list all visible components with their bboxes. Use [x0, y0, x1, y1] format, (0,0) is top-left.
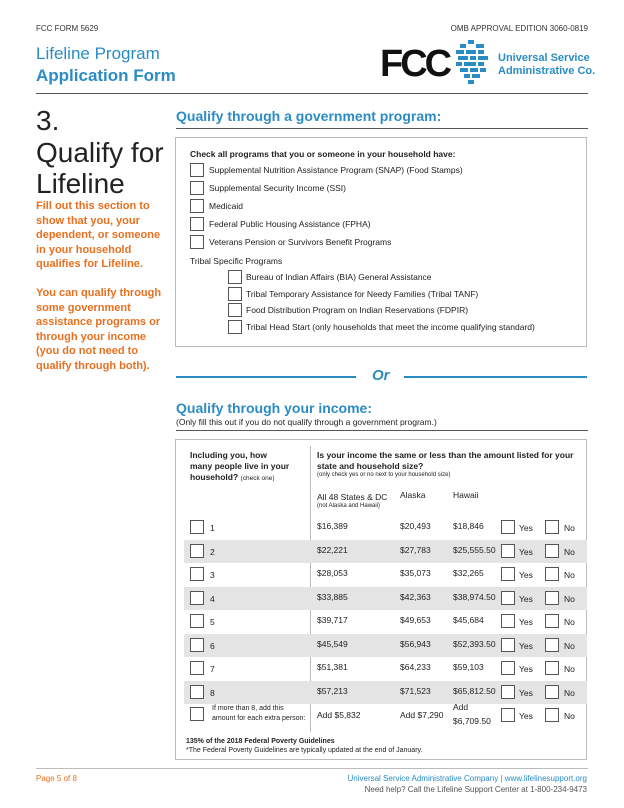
income-no-label: No [564, 546, 575, 557]
footer-org: Universal Service Administrative Company | www.lifelinesupport.org [347, 774, 587, 783]
or-label: Or [372, 367, 390, 384]
income-no-label: No [564, 523, 575, 533]
gov-program-label: Veterans Pension or Survivors Benefit Programs [209, 237, 392, 247]
form-title-line1: Lifeline Program [36, 44, 160, 63]
income-yes-checkbox[interactable] [501, 638, 515, 652]
income-hawaii: $18,846 [453, 521, 484, 531]
income-yes-label: Yes [519, 570, 533, 580]
income-no-label: No [564, 617, 575, 627]
usac-name-line1: Universal Service [498, 52, 590, 64]
tribal-program-label: Tribal Temporary Assistance for Needy Families (Tribal TANF) [246, 288, 479, 299]
household-question-hint: (check one) [240, 475, 275, 482]
household-size-checkbox[interactable] [190, 661, 204, 675]
fcc-logo-text: FCC [380, 43, 450, 85]
extra-person-checkbox[interactable] [190, 707, 204, 721]
or-line-right [404, 376, 587, 378]
col-header-48-states: All 48 States & DC [317, 492, 388, 502]
tribal-program-checkbox[interactable] [228, 303, 242, 317]
household-size-label: 8 [210, 687, 215, 698]
income-hawaii: $25,555.50 [453, 544, 496, 555]
household-size-checkbox[interactable] [190, 685, 204, 699]
income-hawaii: $45,684 [453, 615, 484, 625]
tribal-program-checkbox[interactable] [228, 320, 242, 334]
household-size-label: 2 [210, 546, 215, 557]
gov-program-label: Federal Public Housing Assistance (FPHA) [209, 219, 371, 229]
extra-no-label: No [564, 711, 575, 721]
income-heading-rule [176, 430, 588, 431]
footer-help: Need help? Call the Lifeline Support Center at 1-800-234-9473 [364, 785, 587, 794]
gov-program-label: Supplemental Security Income (SSI) [209, 183, 347, 193]
income-question-line1: Is your income the same or less than the amount listed for your [317, 450, 574, 460]
form-title-line2: Application Form [36, 66, 176, 85]
gov-heading: Qualify through a government program: [176, 108, 442, 124]
tribal-program-checkbox[interactable] [228, 270, 242, 284]
income-no-label: No [564, 664, 575, 674]
income-hawaii: $38,974.50 [453, 591, 496, 602]
income-heading: Qualify through your income: [176, 400, 373, 416]
income-48-states: $39,717 [317, 615, 348, 625]
income-yes-label: Yes [519, 687, 533, 698]
income-hawaii: $32,265 [453, 568, 484, 578]
tribal-program-checkbox[interactable] [228, 287, 242, 301]
income-yes-checkbox[interactable] [501, 567, 515, 581]
income-no-checkbox[interactable] [545, 661, 559, 675]
income-alaska: $35,073 [400, 568, 431, 578]
tribal-program-label: Tribal Head Start (only households that meet the income qualifying standard) [246, 321, 535, 332]
income-no-checkbox[interactable] [545, 685, 559, 699]
household-question-line3-text: household? [190, 472, 239, 482]
household-size-checkbox[interactable] [190, 520, 204, 534]
income-no-checkbox[interactable] [545, 567, 559, 581]
tribal-program-label: Food Distribution Program on Indian Reservations (FDPIR) [246, 305, 469, 315]
income-yes-label: Yes [519, 640, 533, 651]
header-divider [36, 93, 588, 94]
income-48-states: $28,053 [317, 568, 348, 578]
income-hawaii: $65,812.50 [453, 685, 496, 696]
household-question-line3 [190, 472, 275, 482]
extra-alaska: Add $7,290 [400, 710, 444, 720]
usac-name [498, 52, 595, 78]
extra-person-label-line1: If more than 8, add this [212, 705, 284, 712]
tribal-program-label: Bureau of Indian Affairs (BIA) General Assistance [246, 272, 432, 282]
income-alaska: $71,523 [400, 685, 431, 696]
income-yes-checkbox[interactable] [501, 520, 515, 534]
household-size-label: 1 [210, 523, 215, 533]
household-question-line2: many people live in your [190, 461, 290, 471]
gov-heading-rule [176, 128, 588, 129]
col-header-hawaii: Hawaii [453, 490, 479, 500]
income-yes-label: Yes [519, 617, 533, 627]
extra-yes-label: Yes [519, 711, 533, 721]
income-no-checkbox[interactable] [545, 520, 559, 534]
income-no-label: No [564, 593, 575, 604]
income-no-label: No [564, 570, 575, 580]
col-header-alaska: Alaska [400, 490, 426, 500]
extra-person-label-line2: amount for each extra person: [212, 715, 306, 722]
form-id: FCC FORM 5629 [36, 24, 99, 33]
income-alaska: $42,363 [400, 591, 431, 602]
income-hawaii: $52,393.50 [453, 638, 496, 649]
extra-48-states: Add $5,832 [317, 710, 361, 720]
household-size-label: 4 [210, 593, 215, 604]
household-size-checkbox[interactable] [190, 567, 204, 581]
extra-hawaii-line2: $6,709.50 [453, 716, 491, 726]
income-48-states: $22,221 [317, 544, 348, 555]
income-48-states: $57,213 [317, 685, 348, 696]
usac-name-line2: Administrative Co. [498, 65, 596, 77]
or-line-left [176, 376, 356, 378]
extra-no-checkbox[interactable] [545, 708, 559, 722]
section-title: Qualify for Lifeline [36, 137, 164, 199]
footer-divider [36, 768, 588, 769]
income-no-checkbox[interactable] [545, 614, 559, 628]
tribal-heading: Tribal Specific Programs [190, 256, 283, 266]
extra-yes-checkbox[interactable] [501, 708, 515, 722]
income-yes-checkbox[interactable] [501, 685, 515, 699]
income-subheading: (Only fill this out if you do not qualify through a government program.) [176, 417, 437, 427]
income-no-checkbox[interactable] [545, 591, 559, 605]
household-size-label: 3 [210, 570, 215, 580]
col-header-48-states-sub: (not Alaska and Hawaii) [317, 503, 381, 509]
household-question-line1: Including you, how [190, 450, 267, 460]
income-alaska: $49,653 [400, 615, 431, 625]
household-size-label: 7 [210, 664, 215, 674]
income-no-checkbox[interactable] [545, 544, 559, 558]
income-hawaii: $59,103 [453, 662, 484, 672]
household-size-checkbox[interactable] [190, 591, 204, 605]
income-yes-checkbox[interactable] [501, 544, 515, 558]
omb-number: OMB APPROVAL EDITION 3060-0819 [450, 24, 588, 33]
fcc-logo [380, 42, 450, 85]
gov-program-label: Supplemental Nutrition Assistance Program (SNAP) (Food Stamps) [209, 165, 463, 175]
footnote-updated: *The Federal Poverty Guidelines are typically updated at the end of January. [186, 747, 423, 754]
section-number: 3. [36, 105, 60, 136]
income-48-states: $16,389 [317, 521, 348, 531]
income-no-label: No [564, 640, 575, 651]
income-48-states: $45,549 [317, 638, 348, 649]
household-size-checkbox[interactable] [190, 638, 204, 652]
income-yes-label: Yes [519, 546, 533, 557]
gov-program-checkbox[interactable] [190, 217, 204, 231]
household-size-label: 6 [210, 640, 215, 651]
household-size-checkbox[interactable] [190, 544, 204, 558]
gov-program-label: Medicaid [209, 201, 244, 211]
gov-program-checkbox[interactable] [190, 235, 204, 249]
section-note-2: You can qualify through some government assistance programs or through your income (you do not need to qualify through both). [36, 287, 162, 372]
gov-program-checkbox[interactable] [190, 181, 204, 195]
household-size-checkbox[interactable] [190, 614, 204, 628]
footnote-guidelines: 135% of the 2018 Federal Poverty Guidelines [186, 738, 335, 745]
income-yes-checkbox[interactable] [501, 614, 515, 628]
income-48-states: $51,381 [317, 662, 348, 672]
income-yes-label: Yes [519, 593, 533, 604]
income-no-checkbox[interactable] [545, 638, 559, 652]
section-note-1: Fill out this section to show that you, your dependent, or someone in your household qualifies for Lifeline. [36, 200, 161, 270]
income-yes-label: Yes [519, 664, 533, 674]
gov-program-checkbox[interactable] [190, 163, 204, 177]
income-question-line2: state and household size? [317, 461, 424, 471]
income-alaska: $20,493 [400, 521, 431, 531]
income-48-states: $33,885 [317, 591, 348, 602]
income-no-label: No [564, 687, 575, 698]
gov-program-checkbox[interactable] [190, 199, 204, 213]
gov-instruction: Check all programs that you or someone in your household have: [190, 149, 456, 159]
income-alaska: $64,233 [400, 662, 431, 672]
income-yes-checkbox[interactable] [501, 591, 515, 605]
page-number: Page 5 of 8 [36, 774, 77, 783]
extra-hawaii-line1: Add [453, 702, 469, 712]
income-alaska: $27,783 [400, 544, 431, 555]
income-alaska: $56,943 [400, 638, 431, 649]
income-yes-label: Yes [519, 523, 533, 533]
income-question-hint: (only check yes or no next to your household size) [317, 472, 451, 478]
household-size-label: 5 [210, 617, 215, 627]
income-yes-checkbox[interactable] [501, 661, 515, 675]
